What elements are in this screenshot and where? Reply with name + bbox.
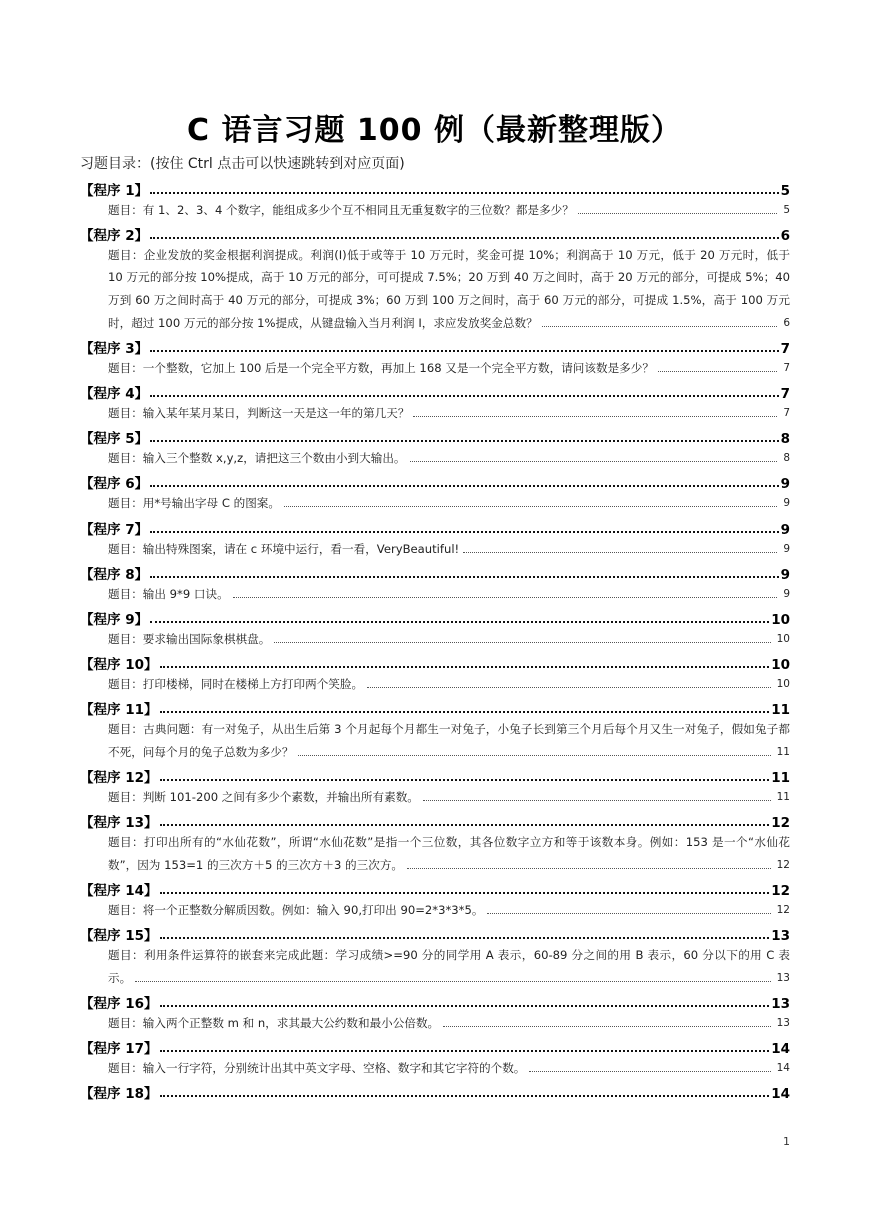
dot-leader <box>150 440 779 442</box>
question-text[interactable]: 题目：将一个正整数分解质因数。例如：输入 90,打印出 90=2*3*3*5。 <box>108 903 484 917</box>
toc-program-entry[interactable] <box>80 989 790 1012</box>
program-page-number[interactable]: 13 <box>771 928 790 945</box>
program-page-number[interactable]: 9 <box>780 566 790 583</box>
dot-leader <box>443 1025 770 1027</box>
dot-leader <box>284 505 777 507</box>
program-label[interactable]: 【程序 17】 <box>80 1041 158 1058</box>
question-text[interactable]: 题目：一个整数，它加上 100 后是一个完全平方数，再加上 168 又是一个完全平方数，请问该数是多少？ <box>108 360 654 375</box>
dot-leader <box>423 799 771 801</box>
question-text[interactable]: 题目：打印楼梯，同时在楼梯上方打印两个笑脸。 <box>108 677 364 692</box>
program-label[interactable]: 【程序 8】 <box>80 566 149 583</box>
program-page-number[interactable]: 10 <box>771 611 790 628</box>
program-page-number[interactable]: 7 <box>780 385 790 402</box>
toc-question-entry[interactable] <box>80 199 790 222</box>
dot-leader <box>160 937 770 939</box>
program-label[interactable]: 【程序 9】 <box>80 611 149 628</box>
question-page-number[interactable]: 10 <box>776 632 790 645</box>
dot-leader <box>463 551 777 553</box>
question-text[interactable]: 题目：用*号输出字母 C 的图案。 <box>108 496 280 511</box>
dot-leader <box>367 686 771 688</box>
toc-program-entry[interactable] <box>80 876 790 899</box>
dot-leader <box>160 892 770 894</box>
question-page-number[interactable]: 5 <box>783 203 790 216</box>
document-title: C 语言习题 100 例（最新整理版） <box>187 113 682 148</box>
dot-leader <box>410 460 778 462</box>
toc-program-entry[interactable] <box>80 696 790 719</box>
toc-question-entry[interactable] <box>80 673 790 696</box>
program-page-number[interactable]: 12 <box>771 815 790 832</box>
program-page-number[interactable]: 9 <box>780 521 790 538</box>
question-page-number[interactable]: 12 <box>776 904 790 916</box>
program-label[interactable]: 【程序 18】 <box>80 1086 158 1103</box>
toc-question-entry[interactable] <box>80 492 790 515</box>
dot-leader <box>160 711 770 713</box>
question-text[interactable]: 题目：有 1、2、3、4 个数字，能组成多少个互不相同且无重复数字的三位数？都是多少？ <box>108 202 574 217</box>
toc-program-entry[interactable] <box>80 515 790 538</box>
toc-program-entry[interactable] <box>80 763 790 786</box>
dot-leader <box>160 779 770 781</box>
program-page-number[interactable]: 5 <box>780 182 790 199</box>
program-label[interactable]: 【程序 14】 <box>80 883 158 899</box>
question-page-number[interactable]: 14 <box>776 1062 790 1075</box>
toc-program-entry[interactable] <box>80 425 790 448</box>
dot-leader <box>298 754 771 756</box>
question-text[interactable]: 题目：要求输出国际象棋棋盘。 <box>108 631 271 646</box>
program-label[interactable]: 【程序 7】 <box>80 521 149 538</box>
dot-leader <box>407 867 771 869</box>
question-page-number[interactable]: 10 <box>776 678 790 691</box>
toc-question-entry[interactable] <box>80 628 790 651</box>
toc-program-entry[interactable] <box>80 176 790 199</box>
program-page-number[interactable]: 10 <box>771 657 790 674</box>
program-label[interactable]: 【程序 11】 <box>80 702 158 719</box>
dot-leader <box>150 576 779 578</box>
dot-leader <box>150 237 779 239</box>
dot-leader <box>160 824 770 826</box>
dot-leader <box>150 350 779 352</box>
program-label[interactable]: 【程序 4】 <box>80 385 149 402</box>
program-label[interactable]: 【程序 3】 <box>80 340 149 357</box>
program-label[interactable]: 【程序 13】 <box>80 815 158 832</box>
toc-question-entry[interactable] <box>80 538 790 561</box>
question-text[interactable]: 题目：输入一行字符，分别统计出其中英文字母、空格、数字和其它字符的个数。 <box>108 1061 526 1076</box>
toc-question-entry[interactable] <box>80 1057 790 1080</box>
question-page-number[interactable]: 9 <box>783 587 790 600</box>
toc-question-entry[interactable] <box>80 1012 790 1035</box>
program-label[interactable]: 【程序 12】 <box>80 770 158 787</box>
program-page-number[interactable]: 6 <box>780 227 790 244</box>
question-page-number[interactable]: 8 <box>783 452 790 465</box>
dot-leader <box>658 370 777 372</box>
toc-question-entry[interactable] <box>80 583 790 606</box>
dot-leader <box>150 485 779 487</box>
dot-leader <box>160 666 770 668</box>
dot-leader <box>274 641 770 643</box>
dot-leader <box>150 192 779 194</box>
program-label[interactable]: 【程序 15】 <box>80 928 158 945</box>
dot-leader <box>135 980 770 982</box>
program-label[interactable]: 【程序 1】 <box>80 182 149 199</box>
question-page-number[interactable]: 13 <box>776 971 790 984</box>
question-page-number[interactable]: 12 <box>776 858 790 871</box>
toc-program-entry[interactable] <box>80 221 790 244</box>
question-text[interactable]: 题目：古典问题：有一对兔子，从出生后第 3 个月起每个月都生一对兔子，小兔子长到第三个月后每个月又生一对兔子，假如兔子都不死，问每个月的兔子总数为多少？ <box>108 722 790 759</box>
toc-program-entry[interactable] <box>80 809 790 832</box>
program-page-number[interactable]: 11 <box>771 770 790 787</box>
toc-program-entry[interactable] <box>80 922 790 945</box>
program-label[interactable]: 【程序 5】 <box>80 431 149 448</box>
toc-program-entry[interactable] <box>80 470 790 493</box>
program-label[interactable]: 【程序 2】 <box>80 227 149 244</box>
program-label[interactable]: 【程序 16】 <box>80 995 158 1012</box>
question-text[interactable]: 题目：输出 9*9 口诀。 <box>108 586 229 601</box>
question-page-number[interactable]: 7 <box>783 406 790 419</box>
program-page-number[interactable]: 8 <box>780 431 790 448</box>
question-text[interactable]: 题目：输入某年某月某日，判断这一天是这一年的第几天？ <box>108 405 410 420</box>
question-text[interactable]: 题目：打印出所有的“水仙花数”，所谓“水仙花数”是指一个三位数，其各位数字立方和等于该数本身。例如：153 是一个“水仙花数”，因为 153=1 的三次方＋5 的三次方＋3 的三次方。 <box>108 835 790 872</box>
toc-program-entry[interactable] <box>80 1035 790 1058</box>
dot-leader <box>529 1070 770 1072</box>
question-text[interactable]: 题目：企业发放的奖金根据利润提成。利润(I)低于或等于 10 万元时，奖金可提 10%；利润高于 10 万元，低于 20 万元时，低于 10 万元的部分按 10%提成，高于 10 万元的部分，可可提成 7.5%；20 万到 40 万之间时，高于 20 万元的部分，可提成 5%；40 万到 60 万之间时高于 40 万元的部分，可提成 3%；60 万到 100 万之间时，高于 60 万元的部分，可提成 1.5%，高于 100 万元时，超过 100 万元的部分按 1%提成，从键盘输入当月利润 I，求应发放奖金总数？ <box>108 247 790 330</box>
toc-question-entry[interactable] <box>80 944 790 989</box>
question-page-number[interactable]: 7 <box>783 361 790 374</box>
program-page-number[interactable]: 14 <box>771 1041 790 1058</box>
page-number: 1 <box>783 1135 790 1148</box>
toc-question-entry[interactable] <box>80 402 790 425</box>
toc-program-entry[interactable] <box>80 560 790 583</box>
question-text[interactable]: 题目：利用条件运算符的嵌套来完成此题：学习成绩>=90 分的同学用 A 表示，60-89 分之间的用 B 表示，60 分以下的用 C 表示。 <box>108 948 790 985</box>
program-page-number[interactable]: 7 <box>780 340 790 357</box>
toc-program-entry[interactable] <box>80 650 790 673</box>
dot-leader <box>413 415 777 417</box>
question-page-number[interactable]: 11 <box>776 745 790 758</box>
dot-leader <box>160 1050 770 1052</box>
dot-leader <box>160 1095 770 1097</box>
toc-program-entry[interactable] <box>80 334 790 357</box>
dot-leader <box>578 212 777 214</box>
toc-program-entry[interactable] <box>80 379 790 402</box>
question-text[interactable]: 题目：输出特殊图案，请在 c 环境中运行，看一看，VeryBeautiful! <box>108 541 460 556</box>
program-page-number[interactable]: 14 <box>771 1086 790 1103</box>
question-page-number[interactable]: 9 <box>783 497 790 510</box>
dot-leader <box>487 912 770 914</box>
table-of-contents <box>80 176 790 1102</box>
question-page-number[interactable]: 13 <box>776 1016 790 1029</box>
program-page-number[interactable]: 11 <box>771 702 790 719</box>
toc-question-entry[interactable] <box>80 899 790 922</box>
toc-question-entry[interactable] <box>80 831 790 876</box>
question-text[interactable]: 题目：输入两个正整数 m 和 n，求其最大公约数和最小公倍数。 <box>108 1015 440 1030</box>
dot-leader <box>150 621 769 623</box>
question-page-number[interactable]: 6 <box>783 316 790 329</box>
toc-question-entry[interactable] <box>80 244 790 334</box>
program-label[interactable]: 【程序 6】 <box>80 476 149 493</box>
toc-question-entry[interactable] <box>80 718 790 763</box>
question-text[interactable]: 题目：判断 101-200 之间有多少个素数，并输出所有素数。 <box>108 790 419 805</box>
toc-program-entry[interactable] <box>80 1080 790 1103</box>
dot-leader <box>542 325 778 327</box>
question-page-number[interactable]: 9 <box>783 542 790 555</box>
toc-question-entry[interactable] <box>80 447 790 470</box>
dot-leader <box>150 531 779 533</box>
program-label[interactable]: 【程序 10】 <box>80 657 158 674</box>
program-page-number[interactable]: 9 <box>780 476 790 493</box>
dot-leader <box>233 596 778 598</box>
program-page-number[interactable]: 13 <box>771 995 790 1012</box>
dot-leader <box>160 1005 770 1007</box>
toc-program-entry[interactable] <box>80 605 790 628</box>
dot-leader <box>150 395 779 397</box>
toc-question-entry[interactable] <box>80 786 790 809</box>
question-page-number[interactable]: 11 <box>776 791 790 804</box>
toc-subtitle: 习题目录：(按住 Ctrl 点击可以快速跳转到对应页面) <box>80 156 405 172</box>
question-text[interactable]: 题目：输入三个整数 x,y,z，请把这三个数由小到大输出。 <box>108 451 406 466</box>
program-page-number[interactable]: 12 <box>771 883 790 899</box>
toc-question-entry[interactable] <box>80 357 790 380</box>
